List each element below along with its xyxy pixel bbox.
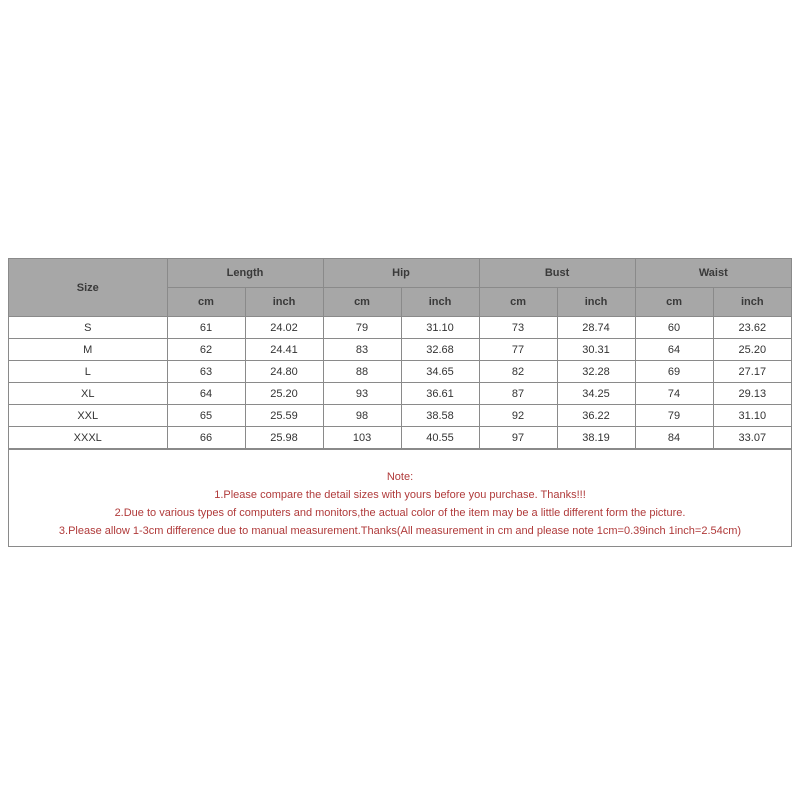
value-cell: 103 [323,427,401,449]
value-cell: 79 [323,317,401,339]
note-line: 3.Please allow 1-3cm difference due to manual measurement.Thanks(All measurement in cm and please note 1cm=0.39inch 1inch=2.54cm) [58,525,742,537]
value-cell: 31.10 [713,405,791,427]
value-cell: 38.19 [557,427,635,449]
value-cell: 24.02 [245,317,323,339]
value-cell: 32.28 [557,361,635,383]
value-cell: 98 [323,405,401,427]
table-row [9,361,791,383]
size-cell: M [9,339,167,361]
value-cell: 64 [167,383,245,405]
unit-header: inch [713,288,791,317]
note-line: 1.Please compare the detail sizes with yours before you purchase. Thanks!!! [214,489,586,501]
value-cell: 74 [635,383,713,405]
note-line: 2.Due to various types of computers and monitors,the actual color of the item may be a little different form the picture. [114,507,686,519]
value-cell: 28.74 [557,317,635,339]
size-table [9,259,791,449]
value-cell: 73 [479,317,557,339]
value-cell: 25.20 [245,383,323,405]
unit-header: cm [479,288,557,317]
value-cell: 34.25 [557,383,635,405]
size-chart [8,258,792,547]
table-row [9,383,791,405]
value-cell: 38.58 [401,405,479,427]
value-cell: 87 [479,383,557,405]
unit-header: inch [245,288,323,317]
unit-header: inch [557,288,635,317]
value-cell: 84 [635,427,713,449]
size-cell: S [9,317,167,339]
value-cell: 40.55 [401,427,479,449]
value-cell: 93 [323,383,401,405]
table-row [9,317,791,339]
value-cell: 32.68 [401,339,479,361]
size-cell: XXXL [9,427,167,449]
value-cell: 29.13 [713,383,791,405]
value-cell: 83 [323,339,401,361]
size-cell: L [9,361,167,383]
size-column-header: Size [9,259,167,317]
value-cell: 25.98 [245,427,323,449]
group-header-bust: Bust [479,259,635,288]
value-cell: 24.80 [245,361,323,383]
size-cell: XXL [9,405,167,427]
value-cell: 61 [167,317,245,339]
value-cell: 62 [167,339,245,361]
value-cell: 25.20 [713,339,791,361]
size-cell: XL [9,383,167,405]
value-cell: 33.07 [713,427,791,449]
group-header-waist: Waist [635,259,791,288]
value-cell: 92 [479,405,557,427]
value-cell: 79 [635,405,713,427]
value-cell: 82 [479,361,557,383]
value-cell: 77 [479,339,557,361]
value-cell: 24.41 [245,339,323,361]
table-row [9,427,791,449]
unit-header: cm [167,288,245,317]
group-header-length: Length [167,259,323,288]
value-cell: 97 [479,427,557,449]
unit-header: cm [323,288,401,317]
table-body [9,317,791,449]
unit-header: inch [401,288,479,317]
table-row [9,405,791,427]
value-cell: 23.62 [713,317,791,339]
table-row [9,339,791,361]
value-cell: 64 [635,339,713,361]
value-cell: 36.61 [401,383,479,405]
value-cell: 31.10 [401,317,479,339]
value-cell: 69 [635,361,713,383]
value-cell: 27.17 [713,361,791,383]
unit-header: cm [635,288,713,317]
header-row-groups [9,259,791,288]
value-cell: 36.22 [557,405,635,427]
value-cell: 25.59 [245,405,323,427]
value-cell: 60 [635,317,713,339]
value-cell: 34.65 [401,361,479,383]
notes-title: Note: [386,471,414,483]
value-cell: 88 [323,361,401,383]
value-cell: 65 [167,405,245,427]
table-header [9,259,791,317]
value-cell: 30.31 [557,339,635,361]
notes-section [9,449,791,546]
value-cell: 66 [167,427,245,449]
value-cell: 63 [167,361,245,383]
group-header-hip: Hip [323,259,479,288]
